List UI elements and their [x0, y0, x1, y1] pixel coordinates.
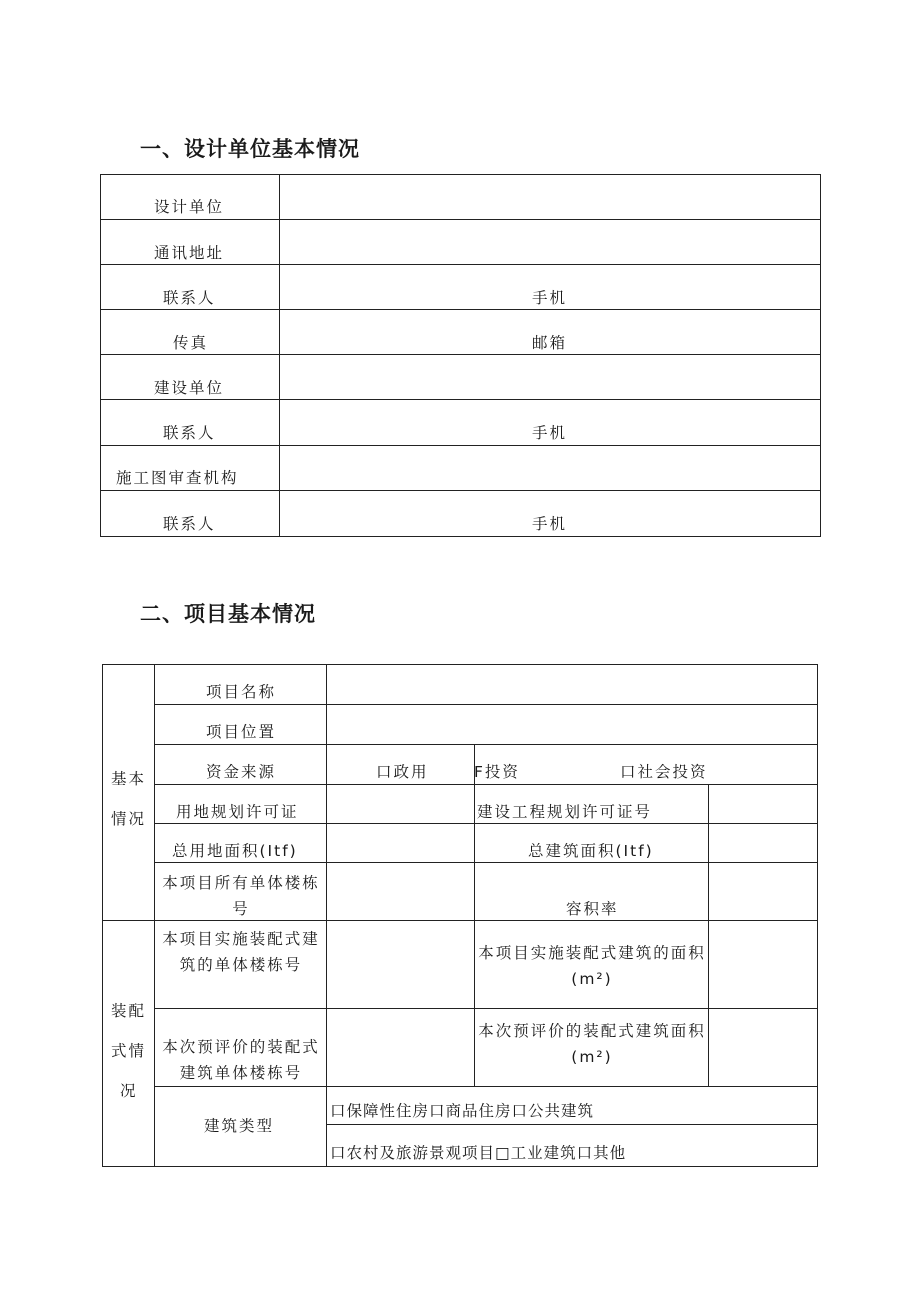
- funding-option-government[interactable]: 口政用: [376, 763, 429, 781]
- label-all-buildings: 本项目所有单体楼栋号: [162, 874, 320, 918]
- section2-title: 二、项目基本情况: [140, 602, 316, 626]
- label-review-agency: 施工图审查机构: [116, 469, 239, 487]
- label-construction-unit: 建设单位: [154, 379, 225, 397]
- label-eval-buildings: 本次预评价的装配式建筑单体楼栋号: [162, 1038, 320, 1082]
- label-email: 邮箱: [532, 334, 568, 352]
- label-project-location: 项目位置: [206, 723, 277, 741]
- label-contact: 联系人: [163, 289, 216, 307]
- group-basic-line1: 基本: [111, 770, 147, 788]
- group-basic-line2: 情况: [111, 810, 147, 828]
- group-prefab-line1: 装配: [111, 1002, 147, 1020]
- label-total-building-area: 总建筑面积(Itf): [528, 842, 654, 860]
- label-mobile: 手机: [532, 424, 568, 442]
- label-plot-ratio: 容积率: [566, 900, 619, 918]
- label-eval-area: 本次预评价的装配式建筑面积(m²): [478, 1022, 706, 1066]
- label-prefab-buildings: 本项目实施装配式建筑的单体楼栋号: [162, 930, 320, 974]
- group-prefab-line3: 况: [120, 1082, 138, 1100]
- label-contact: 联系人: [163, 424, 216, 442]
- label-total-land-area: 总用地面积(Itf): [172, 842, 298, 860]
- building-type-options-row2[interactable]: 口农村及旅游景观项目□工业建筑口其他: [330, 1144, 627, 1162]
- label-fax: 传真: [173, 334, 209, 352]
- label-mobile: 手机: [532, 289, 568, 307]
- funding-option-social[interactable]: 口社会投资: [620, 763, 708, 781]
- label-construction-permit: 建设工程规划许可证号: [477, 803, 653, 821]
- label-project-name: 项目名称: [206, 683, 277, 701]
- label-mobile: 手机: [532, 515, 568, 533]
- label-building-type: 建筑类型: [204, 1117, 275, 1135]
- section1-title: 一、设计单位基本情况: [140, 137, 360, 161]
- label-contact: 联系人: [163, 515, 216, 533]
- building-type-options-row1[interactable]: 口保障性住房口商品住房口公共建筑: [330, 1102, 595, 1120]
- funding-option-investment[interactable]: F投资: [474, 763, 520, 781]
- label-funding-source: 资金来源: [206, 763, 277, 781]
- label-prefab-area: 本项目实施装配式建筑的面积(m²): [478, 944, 706, 988]
- label-land-permit: 用地规划许可证: [176, 803, 299, 821]
- label-address: 通讯地址: [154, 244, 225, 262]
- label-design-unit: 设计单位: [154, 198, 225, 216]
- group-prefab-line2: 式情: [111, 1042, 147, 1060]
